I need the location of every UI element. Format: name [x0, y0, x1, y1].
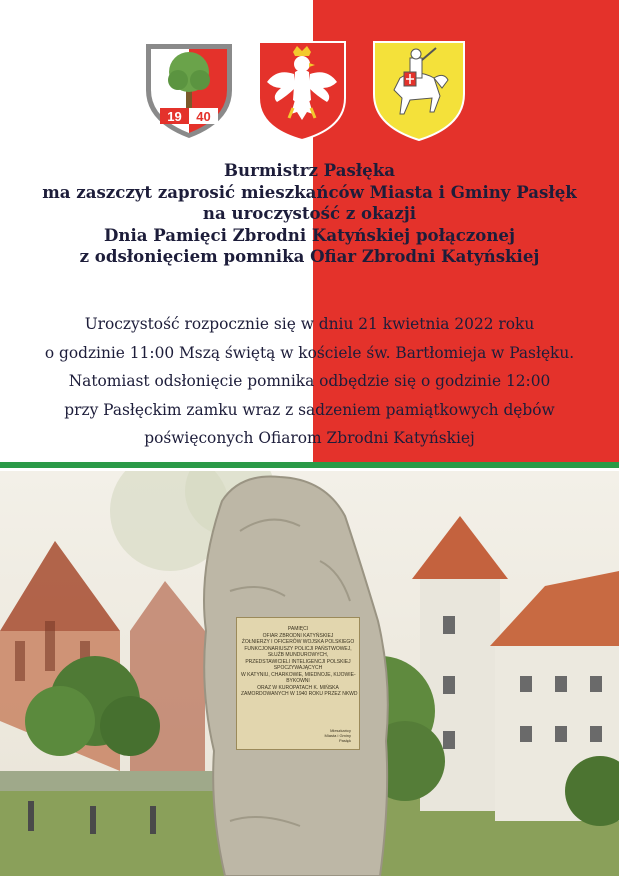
plaque-line: SŁUŻB MUNDUROWYCH, [267, 652, 329, 658]
plaque-line: W KATYNIU, CHARKOWIE, MIEDNOJE, KIJOWIE- [241, 671, 356, 678]
crest-year-left: 19 [167, 109, 182, 124]
plaque-line: ZAMORDOWANYCH W 1940 ROKU PRZEZ NKWD [241, 691, 358, 697]
paslek-crest-icon [370, 38, 468, 142]
signature-line: Pasłęk [338, 738, 351, 743]
event-details [0, 310, 619, 453]
plaque-signature [325, 728, 351, 743]
details-line: Uroczystość rozpocznie się w dniu 21 kwietnia 2022 roku [84, 315, 535, 333]
polish-eagle-icon [253, 38, 351, 142]
headline-line: Dnia Pamięci Zbrodni Katyńskiej połączonej [103, 224, 515, 245]
headline-line: z odsłonięciem pomnika Ofiar Zbrodni Katyńskiej [79, 246, 540, 267]
plaque-line: PRZEDSTAWICIELI INTELIGENCJI POLSKIEJ [245, 658, 351, 665]
headline-line: na uroczystość z okazji [202, 203, 417, 224]
details-line: poświęconych Ofiarom Zbrodni Katyńskiej [144, 429, 475, 447]
details-line: o godzinie 11:00 Mszą świętą w kościele św. Bartłomieja w Pasłęku. [44, 343, 575, 362]
plaque-line: ŻOŁNIERZY I OFICERÓW WOJSKA POLSKIEGO [241, 639, 355, 645]
plaque-line: SPOCZYWAJĄCYCH [273, 665, 323, 671]
plaque-line: OFIAR ZBRODNI KATYŃSKIEJ [262, 632, 334, 639]
crests-row [0, 38, 619, 148]
signature-line: Miasta i Gminy [324, 733, 351, 738]
details-line: Natomiast odsłonięcie pomnika odbędzie się o godzinie 12:00 [68, 372, 551, 390]
plaque-line: ORAZ W KUROPATACH K. MIŃSKA [257, 684, 339, 691]
signature-line: Mieszkańcy [330, 728, 351, 733]
plaque-line: FUNKCJONARIUSZY POLICJI PAŃSTWOWEJ, [244, 645, 352, 652]
crest-year-right: 40 [196, 109, 211, 124]
plaque-line: PAMIĘCI [287, 626, 309, 632]
invitation-headline [0, 160, 619, 268]
headline-line: Burmistrz Pasłęka [224, 160, 395, 180]
details-line: przy Pasłęckim zamku wraz z sadzeniem pamiątkowych dębów [64, 400, 555, 419]
district-crest-icon [140, 38, 238, 142]
headline-line: ma zaszczyt zaprosić mieszkańców Miasta i Gminy Pasłęk [42, 181, 577, 202]
plaque-line: BYKOWNI [286, 678, 310, 684]
memorial-plaque [236, 617, 360, 750]
